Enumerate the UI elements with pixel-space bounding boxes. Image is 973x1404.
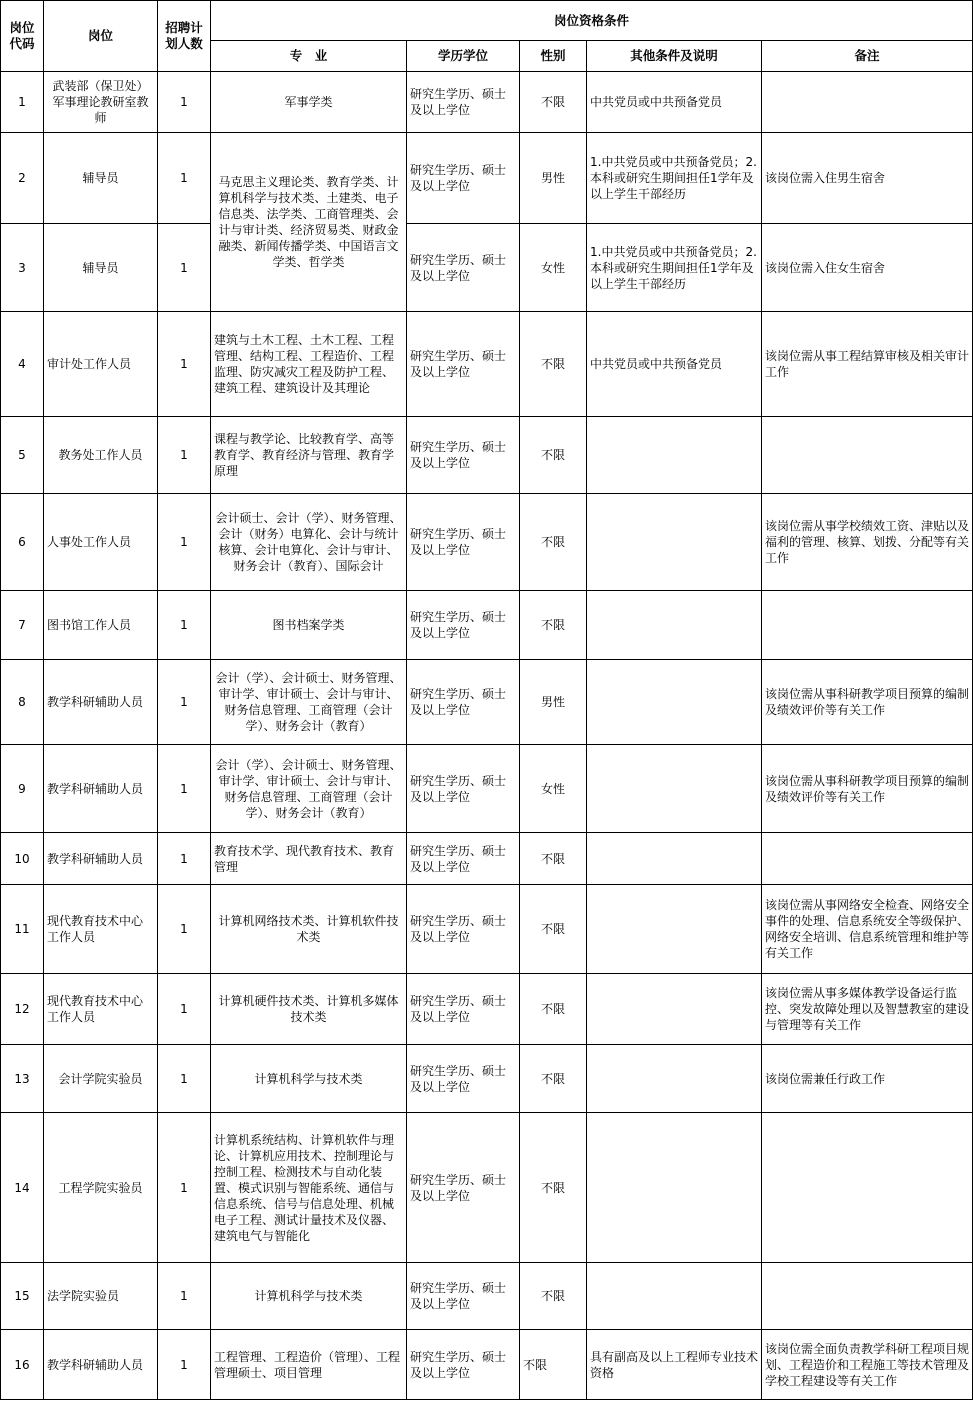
table-row [1, 312, 973, 417]
header-remark: 备注 [762, 41, 973, 72]
cell-count: 1 [158, 885, 211, 974]
cell-count: 1 [158, 1330, 211, 1400]
cell-other [587, 1263, 762, 1330]
cell-gender: 不限 [520, 72, 587, 133]
cell-gender: 不限 [520, 833, 587, 885]
table-row [1, 745, 973, 833]
cell-position: 教学科研辅助人员 [44, 745, 158, 833]
cell-count: 1 [158, 224, 211, 312]
cell-count: 1 [158, 417, 211, 494]
cell-code: 8 [1, 660, 44, 745]
cell-major: 军事学类 [211, 72, 407, 133]
cell-major-merged: 马克思主义理论类、教育学类、计算机科学与技术类、土建类、电子信息类、法学类、工商管理类、会计与审计类、经济贸易类、财政金融类、新闻传播学类、中国语言文学类、哲学类 [211, 133, 407, 312]
cell-remark: 该岗位需从事科研教学项目预算的编制及绩效评价等有关工作 [762, 660, 973, 745]
cell-count: 1 [158, 745, 211, 833]
cell-code: 14 [1, 1113, 44, 1263]
cell-other: 中共党员或中共预备党员 [587, 72, 762, 133]
table-row [1, 72, 973, 133]
table-row [1, 885, 973, 974]
cell-code: 4 [1, 312, 44, 417]
header-degree: 学历学位 [407, 41, 520, 72]
cell-gender: 男性 [520, 660, 587, 745]
cell-degree: 研究生学历、硕士及以上学位 [407, 660, 520, 745]
cell-code: 11 [1, 885, 44, 974]
cell-degree: 研究生学历、硕士及以上学位 [407, 885, 520, 974]
cell-remark: 该岗位需从事工程结算审核及相关审计工作 [762, 312, 973, 417]
cell-position: 现代教育技术中心工作人员 [44, 885, 158, 974]
table-row [1, 833, 973, 885]
cell-gender: 女性 [520, 224, 587, 312]
cell-gender: 不限 [520, 312, 587, 417]
cell-degree: 研究生学历、硕士及以上学位 [407, 1045, 520, 1113]
cell-major: 计算机系统结构、计算机软件与理论、计算机应用技术、控制理论与控制工程、检测技术与自动化装置、模式识别与智能系统、通信与信息系统、信号与信息处理、机械电子工程、测试计量技术及仪器、建筑电气与智能化 [211, 1113, 407, 1263]
cell-degree: 研究生学历、硕士及以上学位 [407, 494, 520, 591]
cell-degree: 研究生学历、硕士及以上学位 [407, 133, 520, 224]
cell-code: 2 [1, 133, 44, 224]
cell-gender: 不限 [520, 417, 587, 494]
cell-degree: 研究生学历、硕士及以上学位 [407, 833, 520, 885]
cell-other [587, 833, 762, 885]
cell-count: 1 [158, 833, 211, 885]
table-row [1, 1113, 973, 1263]
cell-major: 会计（学）、会计硕士、财务管理、审计学、审计硕士、会计与审计、财务信息管理、工商管理（会计学）、财务会计（教育） [211, 660, 407, 745]
table-row [1, 1263, 973, 1330]
cell-degree: 研究生学历、硕士及以上学位 [407, 1263, 520, 1330]
cell-count: 1 [158, 312, 211, 417]
cell-major: 计算机科学与技术类 [211, 1045, 407, 1113]
table-row [1, 133, 973, 224]
table-row [1, 224, 973, 312]
cell-other [587, 1113, 762, 1263]
cell-position: 教学科研辅助人员 [44, 1330, 158, 1400]
cell-remark [762, 417, 973, 494]
cell-remark: 该岗位需入住女生宿舍 [762, 224, 973, 312]
cell-code: 1 [1, 72, 44, 133]
cell-degree: 研究生学历、硕士及以上学位 [407, 417, 520, 494]
cell-position: 工程学院实验员 [44, 1113, 158, 1263]
header-major: 专 业 [211, 41, 407, 72]
cell-count: 1 [158, 591, 211, 660]
cell-gender: 不限 [520, 974, 587, 1045]
cell-position: 教务处工作人员 [44, 417, 158, 494]
cell-count: 1 [158, 133, 211, 224]
table-row [1, 660, 973, 745]
cell-code: 16 [1, 1330, 44, 1400]
cell-count: 1 [158, 494, 211, 591]
cell-count: 1 [158, 1113, 211, 1263]
cell-gender: 不限 [520, 591, 587, 660]
cell-major: 计算机网络技术类、计算机软件技术类 [211, 885, 407, 974]
header-code: 岗位代码 [1, 1, 44, 72]
header-position: 岗位 [44, 1, 158, 72]
cell-remark [762, 72, 973, 133]
cell-other [587, 974, 762, 1045]
cell-gender: 男性 [520, 133, 587, 224]
cell-remark: 该岗位需从事网络安全检查、网络安全事件的处理、信息系统安全等级保护、网络安全培训、信息系统管理和维护等有关工作 [762, 885, 973, 974]
cell-position: 教学科研辅助人员 [44, 833, 158, 885]
cell-position: 辅导员 [44, 133, 158, 224]
cell-gender: 不限 [520, 1113, 587, 1263]
cell-major: 图书档案学类 [211, 591, 407, 660]
cell-position: 图书馆工作人员 [44, 591, 158, 660]
cell-degree: 研究生学历、硕士及以上学位 [407, 224, 520, 312]
cell-major: 会计（学）、会计硕士、财务管理、审计学、审计硕士、会计与审计、财务信息管理、工商管理（会计学）、财务会计（教育） [211, 745, 407, 833]
cell-code: 10 [1, 833, 44, 885]
cell-major: 课程与教学论、比较教育学、高等教育学、教育经济与管理、教育学原理 [211, 417, 407, 494]
header-gender: 性别 [520, 41, 587, 72]
cell-other [587, 745, 762, 833]
cell-code: 3 [1, 224, 44, 312]
cell-other: 1.中共党员或中共预备党员；2.本科或研究生期间担任1学年及以上学生干部经历 [587, 224, 762, 312]
cell-other [587, 660, 762, 745]
header-qualifications: 岗位资格条件 [211, 1, 973, 41]
cell-gender: 不限 [520, 1045, 587, 1113]
header-other: 其他条件及说明 [587, 41, 762, 72]
cell-position: 法学院实验员 [44, 1263, 158, 1330]
cell-count: 1 [158, 1263, 211, 1330]
cell-other [587, 417, 762, 494]
cell-position: 会计学院实验员 [44, 1045, 158, 1113]
cell-position: 审计处工作人员 [44, 312, 158, 417]
cell-other [587, 1045, 762, 1113]
cell-remark: 该岗位需从事学校绩效工资、津贴以及福利的管理、核算、划拨、分配等有关工作 [762, 494, 973, 591]
cell-position: 教学科研辅助人员 [44, 660, 158, 745]
cell-degree: 研究生学历、硕士及以上学位 [407, 1330, 520, 1400]
table-row [1, 417, 973, 494]
cell-gender: 不限 [520, 1263, 587, 1330]
cell-code: 12 [1, 974, 44, 1045]
cell-code: 9 [1, 745, 44, 833]
cell-remark: 该岗位需从事多媒体教学设备运行监控、突发故障处理以及智慧教室的建设与管理等有关工作 [762, 974, 973, 1045]
cell-count: 1 [158, 1045, 211, 1113]
cell-other [587, 885, 762, 974]
cell-major: 计算机科学与技术类 [211, 1263, 407, 1330]
cell-code: 13 [1, 1045, 44, 1113]
table-row [1, 1330, 973, 1400]
cell-code: 15 [1, 1263, 44, 1330]
cell-position: 辅导员 [44, 224, 158, 312]
cell-position: 武装部（保卫处）军事理论教研室教师 [44, 72, 158, 133]
cell-count: 1 [158, 72, 211, 133]
cell-remark: 该岗位需兼任行政工作 [762, 1045, 973, 1113]
cell-gender: 不限 [520, 494, 587, 591]
cell-major: 工程管理、工程造价（管理）、工程管理硕士、项目管理 [211, 1330, 407, 1400]
table-row [1, 974, 973, 1045]
cell-remark [762, 1263, 973, 1330]
cell-code: 5 [1, 417, 44, 494]
table-row [1, 591, 973, 660]
cell-code: 6 [1, 494, 44, 591]
cell-major: 计算机硬件技术类、计算机多媒体技术类 [211, 974, 407, 1045]
cell-gender: 女性 [520, 745, 587, 833]
cell-gender: 不限 [520, 885, 587, 974]
header-count: 招聘计划人数 [158, 1, 211, 72]
cell-gender: 不限 [520, 1330, 587, 1400]
cell-other [587, 591, 762, 660]
cell-remark [762, 833, 973, 885]
cell-count: 1 [158, 974, 211, 1045]
cell-major: 教育技术学、现代教育技术、教育管理 [211, 833, 407, 885]
table-row [1, 1045, 973, 1113]
table-row [1, 494, 973, 591]
cell-remark [762, 1113, 973, 1263]
cell-remark: 该岗位需入住男生宿舍 [762, 133, 973, 224]
cell-major: 建筑与土木工程、土木工程、工程管理、结构工程、工程造价、工程监理、防灾减灾工程及防护工程、建筑工程、建筑设计及其理论 [211, 312, 407, 417]
cell-other: 1.中共党员或中共预备党员；2.本科或研究生期间担任1学年及以上学生干部经历 [587, 133, 762, 224]
cell-major: 会计硕士、会计（学）、财务管理、会计（财务）电算化、会计与统计核算、会计电算化、会计与审计、财务会计（教育）、国际会计 [211, 494, 407, 591]
cell-position: 现代教育技术中心工作人员 [44, 974, 158, 1045]
cell-degree: 研究生学历、硕士及以上学位 [407, 312, 520, 417]
cell-remark [762, 591, 973, 660]
cell-degree: 研究生学历、硕士及以上学位 [407, 591, 520, 660]
cell-other: 具有副高及以上工程师专业技术资格 [587, 1330, 762, 1400]
cell-count: 1 [158, 660, 211, 745]
cell-degree: 研究生学历、硕士及以上学位 [407, 745, 520, 833]
cell-remark: 该岗位需全面负责教学科研工程项目规划、工程造价和工程施工等技术管理及学校工程建设等有关工作 [762, 1330, 973, 1400]
cell-position: 人事处工作人员 [44, 494, 158, 591]
cell-other: 中共党员或中共预备党员 [587, 312, 762, 417]
cell-remark: 该岗位需从事科研教学项目预算的编制及绩效评价等有关工作 [762, 745, 973, 833]
cell-degree: 研究生学历、硕士及以上学位 [407, 72, 520, 133]
cell-degree: 研究生学历、硕士及以上学位 [407, 974, 520, 1045]
cell-code: 7 [1, 591, 44, 660]
cell-other [587, 494, 762, 591]
cell-degree: 研究生学历、硕士及以上学位 [407, 1113, 520, 1263]
